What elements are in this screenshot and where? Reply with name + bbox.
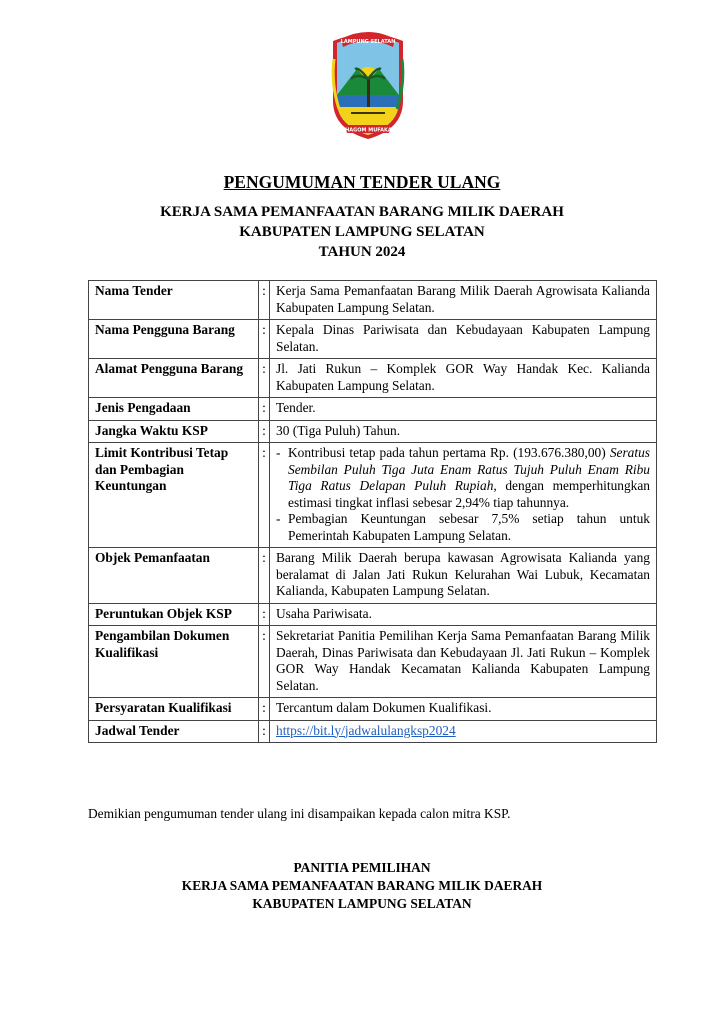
schedule-link[interactable]: https://bit.ly/jadwalulangksp2024	[276, 722, 456, 738]
row-value: Jl. Jati Rukun – Komplek GOR Way Handak Kec. Kalianda Kabupaten Lampung Selatan.	[270, 359, 657, 398]
row-label: Nama Tender	[89, 281, 259, 320]
row-value: Tender.	[270, 398, 657, 421]
row-label: Objek Pemanfaatan	[89, 548, 259, 604]
row-value: Tercantum dalam Dokumen Kualifikasi.	[270, 698, 657, 721]
list-item	[276, 445, 650, 511]
row-separator: :	[259, 603, 270, 626]
page-subtitle-1: KERJA SAMA PEMANFAATAN BARANG MILIK DAERAH	[160, 204, 564, 220]
row-value: Kerja Sama Pemanfaatan Barang Milik Daerah Agrowisata Kalianda Kabupaten Lampung Selatan.	[270, 281, 657, 320]
contribution-words: Seratus Sembilan Puluh Tiga Juta Enam Ratus Tujuh Puluh Enam Ribu Tiga Ratus Delapan Puluh Rupiah	[288, 445, 650, 493]
coat-of-arms-icon	[329, 29, 407, 141]
row-value: 30 (Tiga Puluh) Tahun.	[270, 420, 657, 443]
row-separator: :	[259, 320, 270, 359]
row-separator: :	[259, 359, 270, 398]
logo-bottom-text: KHAGOM MUFAKAT	[341, 127, 395, 134]
signature-line-3: KABUPATEN LAMPUNG SELATAN	[252, 896, 472, 911]
table-row	[89, 548, 657, 604]
row-label: Jadwal Tender	[89, 720, 259, 743]
row-value	[270, 443, 657, 548]
row-value: Sekretariat Panitia Pemilihan Kerja Sama Pemanfaatan Barang Milik Daerah, Dinas Pariwisata dan Kebudayaan Jl. Jati Rukun – Komplek GOR Way Handak Kecamatan Kalianda Kabupaten Lampung Selatan.	[270, 626, 657, 698]
table-row	[89, 443, 657, 548]
table-row	[89, 420, 657, 443]
contribution-text: Kontribusi tetap pada tahun pertama Rp. (193.676.380,00)	[288, 445, 606, 460]
page-title: PENGUMUMAN TENDER ULANG	[223, 172, 501, 192]
signature-line-1: PANITIA PEMILIHAN	[293, 860, 431, 875]
row-separator: :	[259, 548, 270, 604]
table-row	[89, 281, 657, 320]
closing-statement: Demikian pengumuman tender ulang ini disampaikan kepada calon mitra KSP.	[88, 806, 511, 821]
logo-top-text: LAMPUNG SELATAN	[340, 39, 396, 45]
row-separator: :	[259, 420, 270, 443]
table-row	[89, 398, 657, 421]
list-item	[276, 511, 650, 544]
row-separator: :	[259, 281, 270, 320]
row-label: Peruntukan Objek KSP	[89, 603, 259, 626]
row-separator: :	[259, 698, 270, 721]
coat-of-arms-logo	[329, 29, 407, 141]
table-row	[89, 720, 657, 743]
list-item-text	[288, 445, 650, 511]
row-label: Limit Kontribusi Tetap dan Pembagian Keuntungan	[89, 443, 259, 548]
row-separator: :	[259, 398, 270, 421]
page-subtitle-2: KABUPATEN LAMPUNG SELATAN	[239, 224, 485, 240]
row-label: Alamat Pengguna Barang	[89, 359, 259, 398]
page-subtitle-3: TAHUN 2024	[318, 244, 406, 260]
table-row	[89, 320, 657, 359]
row-value: Usaha Pariwisata.	[270, 603, 657, 626]
bullet-dash: -	[276, 511, 281, 526]
row-label: Nama Pengguna Barang	[89, 320, 259, 359]
row-label: Persyaratan Kualifikasi	[89, 698, 259, 721]
row-label: Pengambilan Dokumen Kualifikasi	[89, 626, 259, 698]
list-item-text: Pembagian Keuntungan sebesar 7,5% setiap tahun untuk Pemerintah Kabupaten Lampung Selatan.	[288, 511, 650, 543]
tender-info-table	[88, 280, 657, 743]
row-separator: :	[259, 443, 270, 548]
contribution-text-tail: , dengan memperhitungkan estimasi tingkat inflasi sebesar 2,94% tiap tahunnya.	[288, 478, 650, 510]
bullet-dash: -	[276, 445, 281, 460]
row-separator: :	[259, 720, 270, 743]
row-value: Barang Milik Daerah berupa kawasan Agrowisata Kalianda yang beralamat di Jalan Jati Rukun Kelurahan Wai Lubuk, Kecamatan Kalianda, Kabupaten Lampung Selatan.	[270, 548, 657, 604]
row-value	[270, 720, 657, 743]
row-label: Jangka Waktu KSP	[89, 420, 259, 443]
row-separator: :	[259, 626, 270, 698]
table-row	[89, 626, 657, 698]
table-row	[89, 698, 657, 721]
row-label: Jenis Pengadaan	[89, 398, 259, 421]
signature-line-2: KERJA SAMA PEMANFAATAN BARANG MILIK DAERAH	[181, 878, 543, 893]
row-value: Kepala Dinas Pariwisata dan Kebudayaan Kabupaten Lampung Selatan.	[270, 320, 657, 359]
table-row	[89, 359, 657, 398]
table-row	[89, 603, 657, 626]
